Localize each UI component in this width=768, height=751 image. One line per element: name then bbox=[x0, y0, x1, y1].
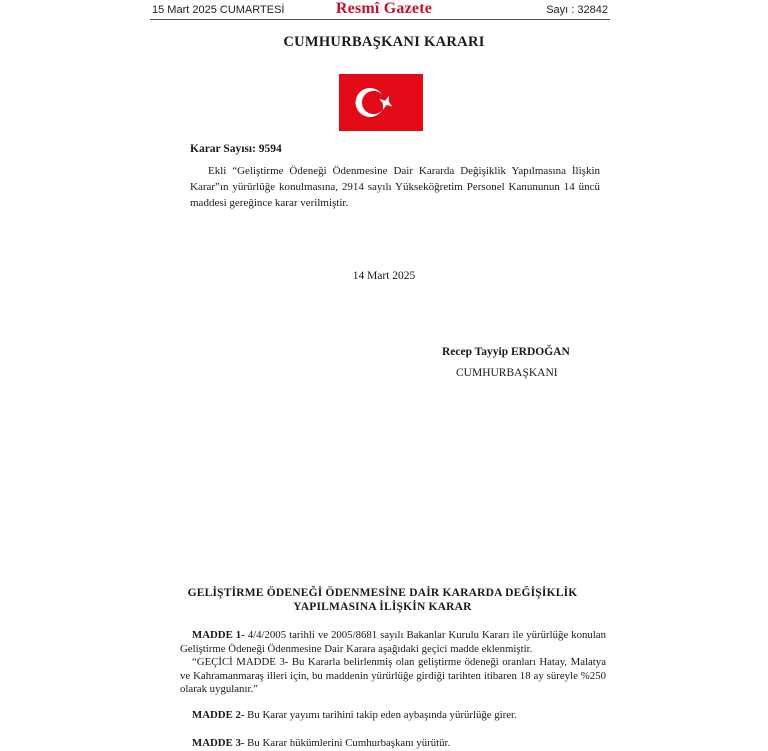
article-1-label: MADDE 1- bbox=[192, 629, 245, 641]
decision-number: Karar Sayısı: 9594 bbox=[190, 143, 282, 155]
gazette-masthead: Resmî Gazete bbox=[335, 0, 433, 17]
document-title: CUMHURBAŞKANI KARARI bbox=[283, 34, 485, 50]
provisional-article-3 bbox=[180, 656, 606, 697]
article-3 bbox=[180, 737, 606, 751]
flag-crescent-inner bbox=[362, 91, 385, 114]
annex-title-line-1: GELİŞTİRME ÖDENEĞİ ÖDENMESİNE DAİR KARARDA DEĞİŞİKLİK bbox=[187, 587, 578, 599]
article-2-label: MADDE 2- bbox=[192, 709, 245, 721]
article-1-text: 4/4/2005 tarihli ve 2005/8681 sayılı Bakanlar Kurulu Kararı ile yürürlüğe konulan Geliştirme Ödeneği Ödenmesine Dair Karara aşağıdaki geçici madde eklenmiştir. bbox=[180, 629, 606, 655]
header-divider bbox=[150, 19, 610, 20]
decision-date: 14 Mart 2025 bbox=[352, 270, 416, 282]
gazette-issue-number: Sayı : 32842 bbox=[546, 4, 608, 16]
article-1 bbox=[180, 629, 606, 656]
provisional-article-3-text: “GEÇİCİ MADDE 3- Bu Kararla belirlenmiş olan geliştirme ödeneği oranları Hatay, Malatya ve Kahramanmaraş illeri için, bu maddenin yürürlüğe girdiği tarihten itibaren 18 ay süreyle %250 olarak uygulanır.” bbox=[180, 656, 606, 695]
signatory-name: Recep Tayyip ERDOĞAN bbox=[442, 346, 570, 358]
annex-title-line-2: YAPILMASINA İLİŞKİN KARAR bbox=[293, 601, 472, 613]
gazette-date: 15 Mart 2025 CUMARTESİ bbox=[152, 4, 285, 16]
article-2-text: Bu Karar yayımı tarihini takip eden aybaşında yürürlüğe girer. bbox=[244, 709, 517, 721]
article-3-label: MADDE 3- bbox=[192, 737, 245, 749]
annex-title bbox=[160, 586, 605, 614]
article-2 bbox=[180, 709, 606, 723]
signatory-title: CUMHURBAŞKANI bbox=[456, 367, 558, 379]
decision-paragraph: Ekli “Geliştirme Ödeneği Ödenmesine Dair Kararda Değişiklik Yapılmasına İlişkin Karar”ın yürürlüğe konulmasına, 2914 sayılı Yükseköğretim Personel Kanununun 14 üncü maddesi gereğince karar verilmiştir. bbox=[190, 165, 600, 209]
turkish-flag-icon bbox=[339, 74, 423, 131]
article-3-text: Bu Karar hükümlerini Cumhurbaşkanı yürütür. bbox=[244, 737, 451, 749]
